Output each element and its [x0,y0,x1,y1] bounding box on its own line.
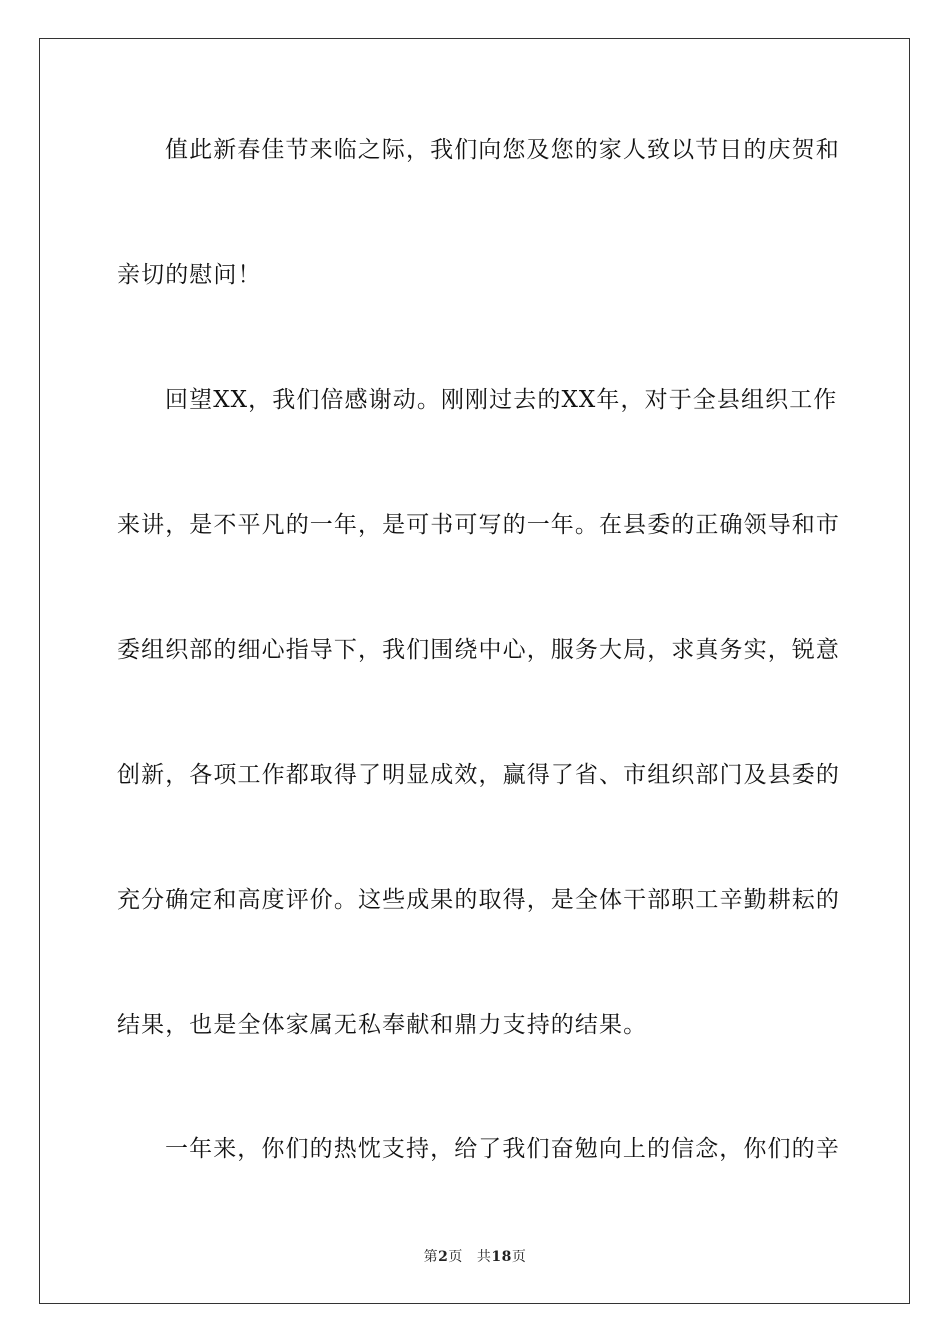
page-suffix: 页 [448,1249,463,1265]
total-prefix: 共 [476,1249,492,1265]
page-border [39,38,910,1304]
page-number: 2 [438,1249,449,1265]
page-footer [0,1248,950,1266]
total-suffix: 页 [511,1249,527,1265]
paragraph-2-line-3: 委组织部的细心指导下，我们围绕中心，服务大局，求真务实，锐意 [117,637,840,663]
paragraph-2-line-5: 充分确定和高度评价。这些成果的取得，是全体干部职工辛勤耕耘的 [117,887,840,913]
paragraph-2-line-1: 回望XX，我们倍感谢动。刚刚过去的XX年，对于全县组织工作 [165,387,838,413]
paragraph-2-line-6: 结果，也是全体家属无私奉献和鼎力支持的结果。 [117,1012,648,1038]
page-prefix: 第 [423,1249,439,1265]
paragraph-2-line-2: 来讲，是不平凡的一年，是可书可写的一年。在县委的正确领导和市 [117,512,840,538]
paragraph-3-line-1: 一年来，你们的热忱支持，给了我们奋勉向上的信念，你们的辛 [165,1136,840,1162]
total-pages: 18 [491,1249,512,1265]
paragraph-1-line-2: 亲切的慰问！ [117,262,262,288]
paragraph-1-line-1: 值此新春佳节来临之际，我们向您及您的家人致以节日的庆贺和 [165,137,840,163]
paragraph-2-line-4: 创新，各项工作都取得了明显成效，赢得了省、市组织部门及县委的 [117,762,840,788]
